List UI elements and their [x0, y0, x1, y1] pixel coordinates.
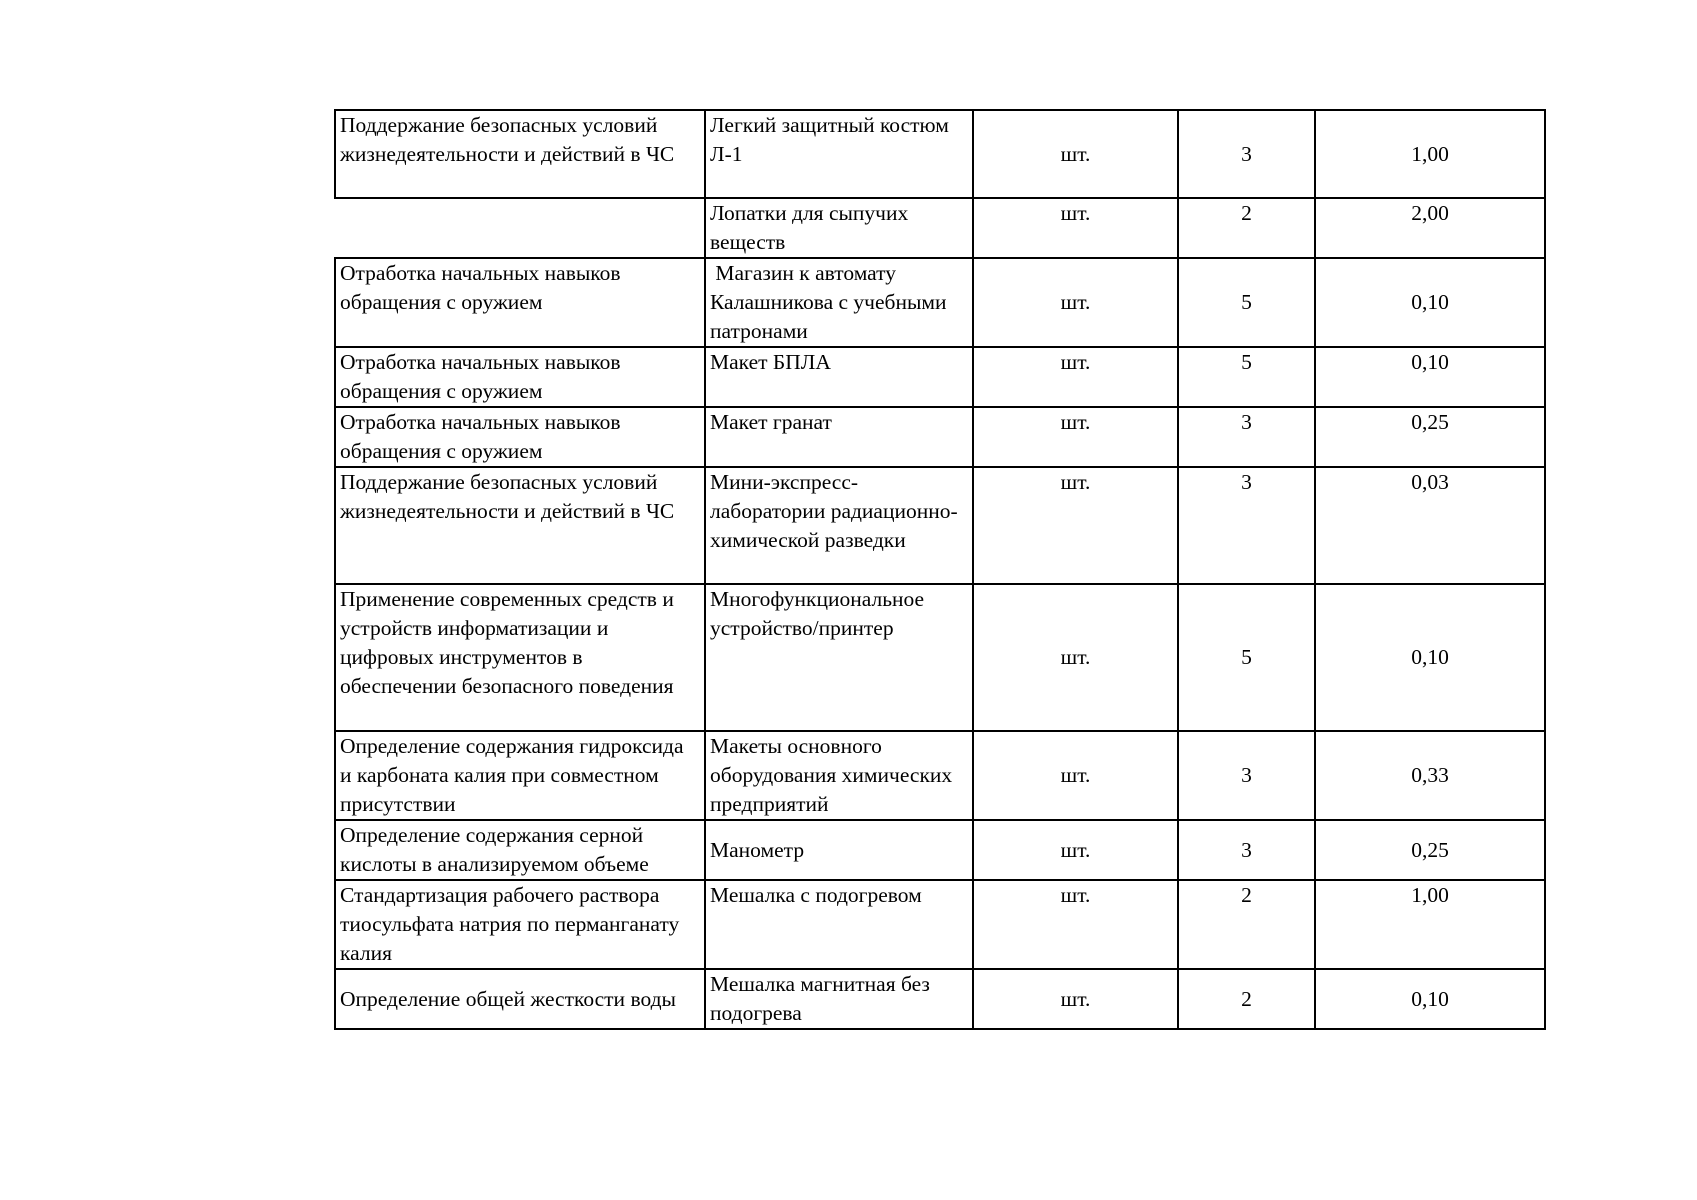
norm-cell: 0,10 — [1315, 969, 1545, 1029]
norm-cell: 2,00 — [1315, 198, 1545, 258]
norm-cell: 1,00 — [1315, 110, 1545, 198]
quantity-cell: 5 — [1178, 347, 1315, 407]
unit-cell: шт. — [973, 969, 1178, 1029]
norm-cell: 0,25 — [1315, 407, 1545, 467]
item-cell: Мешалка магнитная без подогрева — [705, 969, 973, 1029]
quantity-cell: 3 — [1178, 110, 1315, 198]
quantity-cell: 2 — [1178, 969, 1315, 1029]
unit-cell: шт. — [973, 467, 1178, 584]
topic-cell: Поддержание безопасных условий жизнедеятельности и действий в ЧС — [335, 467, 705, 584]
topic-cell: Определение общей жесткости воды — [335, 969, 705, 1029]
table-row — [335, 258, 1545, 347]
table-row — [335, 880, 1545, 969]
quantity-cell: 3 — [1178, 820, 1315, 880]
quantity-cell: 2 — [1178, 198, 1315, 258]
norm-cell: 0,10 — [1315, 347, 1545, 407]
item-cell: Лопатки для сыпучих веществ — [705, 198, 973, 258]
unit-cell: шт. — [973, 584, 1178, 731]
table-row — [335, 467, 1545, 584]
unit-cell: шт. — [973, 198, 1178, 258]
table-row — [335, 347, 1545, 407]
norm-cell: 0,33 — [1315, 731, 1545, 820]
unit-cell: шт. — [973, 347, 1178, 407]
quantity-cell: 2 — [1178, 880, 1315, 969]
equipment-table — [334, 109, 1546, 1030]
item-cell: Магазин к автомату Калашникова с учебными патронами — [705, 258, 973, 347]
topic-cell: Отработка начальных навыков обращения с оружием — [335, 258, 705, 347]
norm-cell: 0,25 — [1315, 820, 1545, 880]
topic-cell: Отработка начальных навыков обращения с оружием — [335, 407, 705, 467]
quantity-cell: 5 — [1178, 584, 1315, 731]
item-cell: Манометр — [705, 820, 973, 880]
norm-cell: 0,10 — [1315, 258, 1545, 347]
item-cell: Мини-экспресс-лаборатории радиационно-химической разведки — [705, 467, 973, 584]
table-row — [335, 407, 1545, 467]
unit-cell: шт. — [973, 407, 1178, 467]
table-row — [335, 110, 1545, 198]
topic-cell: Определение содержания серной кислоты в анализируемом объеме — [335, 820, 705, 880]
item-cell: Многофункциональное устройство/принтер — [705, 584, 973, 731]
unit-cell: шт. — [973, 258, 1178, 347]
norm-cell: 0,10 — [1315, 584, 1545, 731]
unit-cell: шт. — [973, 820, 1178, 880]
topic-cell: Стандартизация рабочего раствора тиосульфата натрия по перманганату калия — [335, 880, 705, 969]
topic-cell: Поддержание безопасных условий жизнедеятельности и действий в ЧС — [335, 110, 705, 198]
item-cell: Легкий защитный костюм Л-1 — [705, 110, 973, 198]
topic-cell: Отработка начальных навыков обращения с оружием — [335, 347, 705, 407]
item-cell: Макет гранат — [705, 407, 973, 467]
topic-cell: Применение современных средств и устройств информатизации и цифровых инструментов в обеспечении безопасного поведения — [335, 584, 705, 731]
table-row — [335, 969, 1545, 1029]
topic-cell — [335, 198, 705, 258]
quantity-cell: 5 — [1178, 258, 1315, 347]
table-row — [335, 198, 1545, 258]
table-row — [335, 820, 1545, 880]
unit-cell: шт. — [973, 110, 1178, 198]
item-cell: Макет БПЛА — [705, 347, 973, 407]
table-row — [335, 584, 1545, 731]
item-cell: Макеты основного оборудования химических предприятий — [705, 731, 973, 820]
topic-cell: Определение содержания гидроксида и карбоната калия при совместном присутствии — [335, 731, 705, 820]
unit-cell: шт. — [973, 880, 1178, 969]
quantity-cell: 3 — [1178, 467, 1315, 584]
table-row — [335, 731, 1545, 820]
item-cell: Мешалка с подогревом — [705, 880, 973, 969]
unit-cell: шт. — [973, 731, 1178, 820]
quantity-cell: 3 — [1178, 731, 1315, 820]
norm-cell: 0,03 — [1315, 467, 1545, 584]
norm-cell: 1,00 — [1315, 880, 1545, 969]
quantity-cell: 3 — [1178, 407, 1315, 467]
